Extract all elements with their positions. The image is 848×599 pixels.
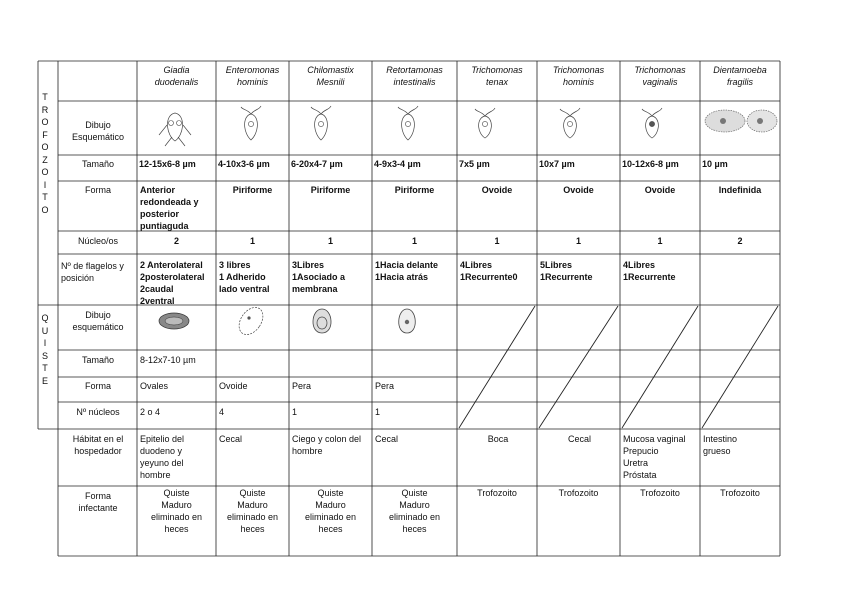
cyst-nuclei: 2 o 4 bbox=[140, 407, 161, 417]
infective-form: Trofozoito bbox=[477, 488, 517, 498]
species-name: Enteromonas hominis bbox=[225, 65, 280, 87]
cyst-shape: Ovoide bbox=[219, 381, 248, 391]
trofozoito-shape: Anterior redondeada y posterior puntiaguda bbox=[140, 185, 199, 231]
habitat-text: Epitelio del duodeno y yeyuno del hombre bbox=[140, 434, 185, 480]
trofozoito-size: 4-9x3-4 µm bbox=[374, 159, 421, 169]
trofozoito-shape: Ovoide bbox=[481, 185, 513, 195]
trofozoito-size: 7x5 µm bbox=[459, 159, 490, 169]
empty-cell-slash bbox=[459, 306, 535, 428]
cyst-drawing-1 bbox=[159, 313, 189, 329]
empty-cell-slash bbox=[539, 306, 618, 428]
row-label-habitat: Hábitat en el hospedador bbox=[72, 434, 124, 456]
trofozoito-shape: Piriforme bbox=[394, 185, 435, 195]
cyst-size: 8-12x7-10 µm bbox=[140, 355, 196, 365]
row-label-flagelos: Nº de flagelos y posición bbox=[61, 261, 124, 283]
infective-form: Trofozoito bbox=[720, 488, 760, 498]
cyst-drawing-4 bbox=[399, 309, 416, 333]
trofozoito-shape: Ovoide bbox=[644, 185, 676, 195]
row-label-forma-quiste: Forma bbox=[84, 381, 111, 391]
cyst-shape: Ovales bbox=[140, 381, 169, 391]
empty-cell-slash bbox=[702, 306, 778, 428]
trofozoito-shape: Piriforme bbox=[310, 185, 351, 195]
cyst-nuclei: 1 bbox=[375, 407, 381, 417]
trofozoito-shape: Ovoide bbox=[563, 185, 594, 195]
trofozoito-nuclei: 1 bbox=[327, 236, 333, 246]
row-label-forma-infectante: Forma infectante bbox=[78, 491, 118, 513]
flagella-description: 4Libres 1Recurrente bbox=[623, 260, 676, 282]
habitat-text: Ciego y colon del hombre bbox=[292, 434, 362, 456]
trofozoito-size: 10-12x6-8 µm bbox=[622, 159, 679, 169]
cyst-shape: Pera bbox=[292, 381, 312, 391]
trophozoite-drawing-4 bbox=[398, 106, 418, 140]
flagella-description: 2 Anterolateral 2posterolateral 2caudal 2ventral bbox=[140, 260, 205, 306]
trofozoito-shape: Piriforme bbox=[232, 185, 273, 195]
habitat-text: Cecal bbox=[375, 434, 399, 444]
cyst-nuclei: 1 bbox=[292, 407, 298, 417]
flagella-description: 3 libres 1 Adherido lado ventral bbox=[219, 260, 270, 294]
habitat-text: Cecal bbox=[567, 434, 591, 444]
flagella-description: 1Hacia delante 1Hacia atrás bbox=[375, 260, 439, 282]
cyst-drawing-3 bbox=[313, 309, 331, 333]
habitat-text: Cecal bbox=[219, 434, 243, 444]
trofozoito-nuclei: 1 bbox=[657, 236, 663, 246]
habitat-text: Boca bbox=[487, 434, 509, 444]
row-label-tamano-quiste: Tamaño bbox=[81, 355, 115, 365]
trophozoite-drawing-7 bbox=[642, 108, 662, 138]
trophozoite-drawing-2 bbox=[241, 106, 261, 140]
quiste-side-label: Q U I S T E bbox=[41, 313, 49, 386]
row-label-tamano-trofozoito: Tamaño bbox=[81, 159, 115, 169]
trofozoito-size: 4-10x3-6 µm bbox=[218, 159, 270, 169]
row-label-nucleos-trofozoito: Núcleo/os bbox=[77, 236, 119, 246]
infective-form: Quiste Maduro eliminado en heces bbox=[150, 488, 203, 534]
row-label-forma-trofozoito: Forma bbox=[84, 185, 111, 195]
trophozoite-drawing-8 bbox=[705, 110, 777, 132]
trofozoito-size: 12-15x6-8 µm bbox=[139, 159, 196, 169]
species-name: Chilomastix Mesnili bbox=[307, 65, 354, 87]
flagella-description: 5Libres 1Recurrente bbox=[540, 260, 593, 282]
species-name: Dientamoeba fragilis bbox=[713, 65, 767, 87]
cyst-shape: Pera bbox=[375, 381, 395, 391]
row-label-nucleos-quiste: Nº núcleos bbox=[76, 407, 120, 417]
infective-form: Quiste Maduro eliminado en heces bbox=[388, 488, 441, 534]
species-name: Giadia duodenalis bbox=[154, 65, 199, 87]
species-name: Trichomonas vaginalis bbox=[634, 65, 686, 87]
trofozoito-shape: Indefinida bbox=[718, 185, 762, 195]
row-label-dibujo-trofozoito: Dibujo Esquemático bbox=[71, 120, 125, 142]
species-name: Retortamonas intestinalis bbox=[386, 65, 443, 87]
habitat-text: Intestino grueso bbox=[703, 434, 738, 456]
trofozoito-side-label: T R O F O Z O I T O bbox=[41, 92, 49, 215]
trophozoite-drawing-6 bbox=[560, 108, 580, 138]
trofozoito-nuclei: 1 bbox=[411, 236, 417, 246]
trophozoite-drawing-1 bbox=[159, 113, 191, 146]
trophozoite-drawing-5 bbox=[475, 108, 495, 138]
species-name: Trichomonas hominis bbox=[552, 65, 605, 87]
trofozoito-nuclei: 1 bbox=[249, 236, 255, 246]
trofozoito-nuclei: 2 bbox=[737, 236, 743, 246]
trofozoito-nuclei: 2 bbox=[173, 236, 179, 246]
trofozoito-nuclei: 1 bbox=[494, 236, 500, 246]
trophozoite-drawing-3 bbox=[311, 106, 331, 140]
trofozoito-size: 6-20x4-7 µm bbox=[291, 159, 343, 169]
trofozoito-nuclei: 1 bbox=[575, 236, 581, 246]
infective-form: Trofozoito bbox=[558, 488, 599, 498]
habitat-text: Mucosa vaginal Prepucio Uretra Próstata bbox=[623, 434, 686, 480]
flagella-description: 4Libres 1Recurrente0 bbox=[460, 260, 518, 282]
row-label-dibujo-quiste: Dibujo esquemático bbox=[72, 310, 124, 332]
infective-form: Trofozoito bbox=[640, 488, 680, 498]
species-name: Trichomonas tenax bbox=[471, 65, 523, 87]
trofozoito-size: 10 µm bbox=[702, 159, 728, 169]
infective-form: Quiste Maduro eliminado en heces bbox=[304, 488, 357, 534]
empty-cell-slash bbox=[622, 306, 698, 428]
flagella-description: 3Libres 1Asociado a membrana bbox=[292, 260, 346, 294]
cyst-nuclei: 4 bbox=[219, 407, 225, 417]
cyst-drawing-2 bbox=[234, 303, 268, 339]
trofozoito-size: 10x7 µm bbox=[539, 159, 575, 169]
infective-form: Quiste Maduro eliminado en heces bbox=[226, 488, 279, 534]
